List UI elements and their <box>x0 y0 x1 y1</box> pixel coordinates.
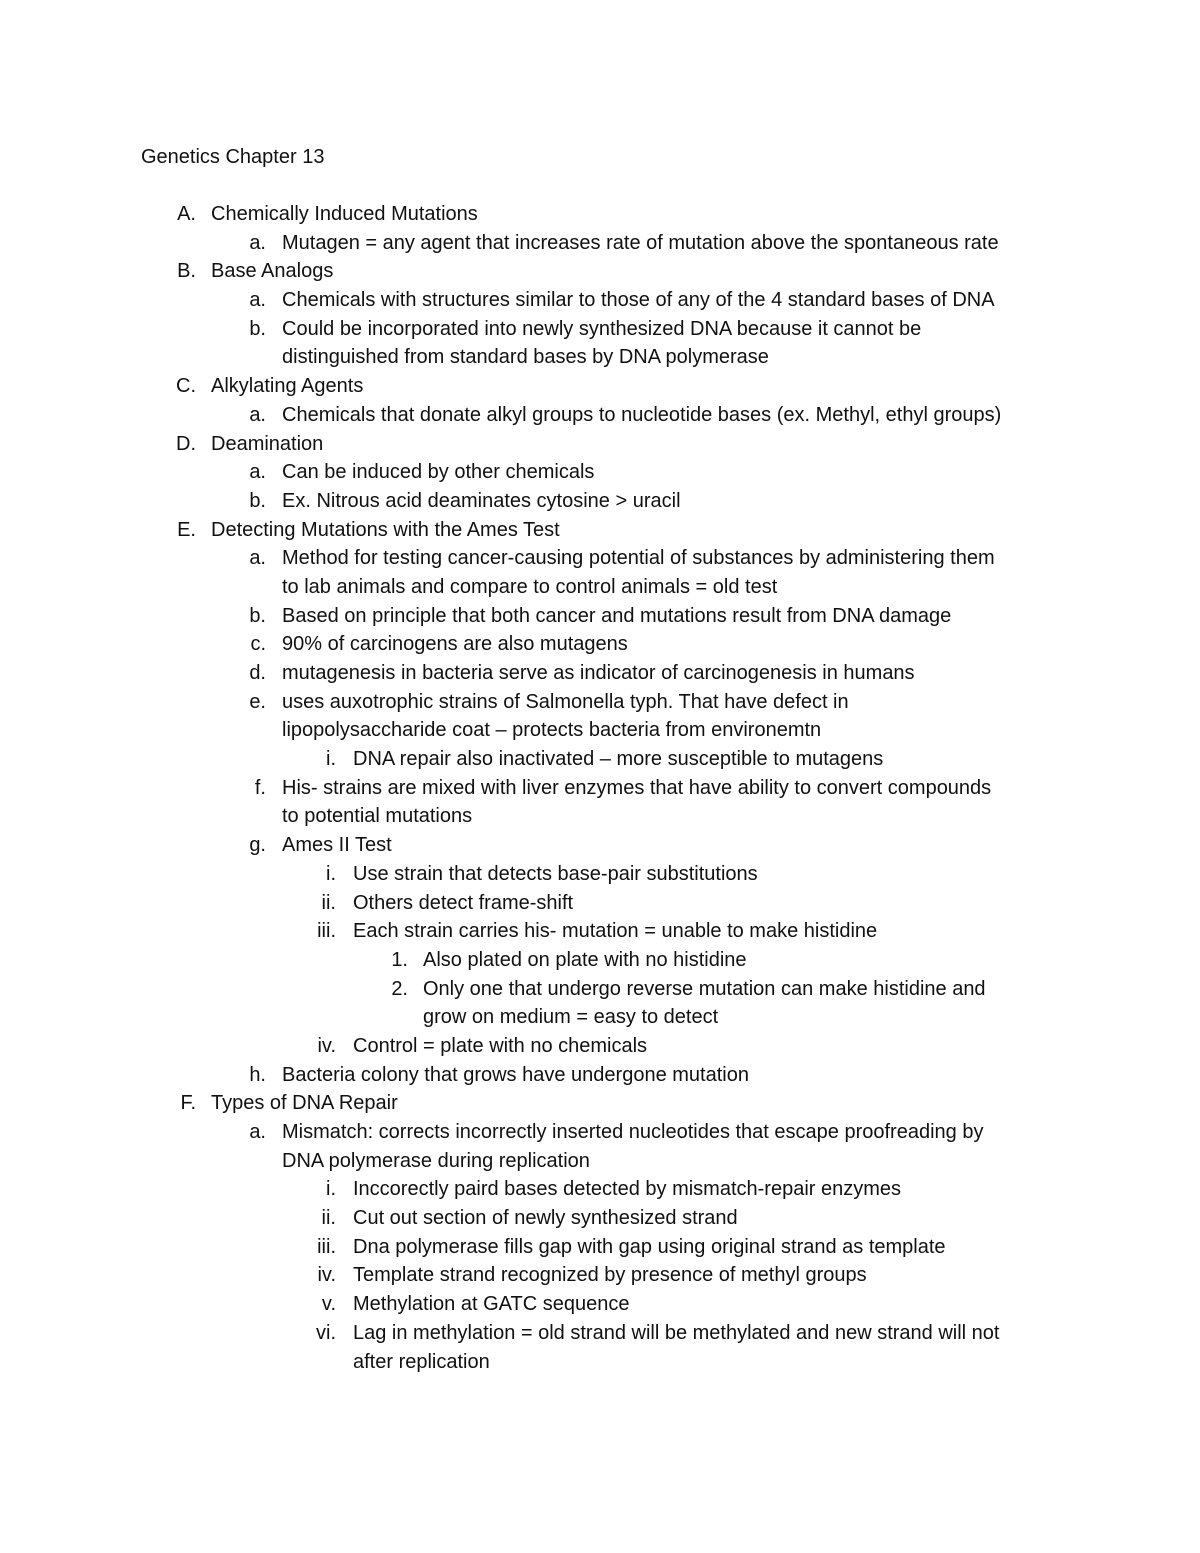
outline-line-level-3 <box>0 860 1200 889</box>
document-title: Genetics Chapter 13 <box>141 146 325 168</box>
list-marker: 2. <box>391 977 408 1000</box>
outline-line-level-3 <box>0 889 1200 918</box>
outline-line-level-2 <box>0 458 1200 487</box>
list-item-text: after replication <box>353 1350 490 1373</box>
list-item-text: Dna polymerase fills gap with gap using original strand as template <box>353 1235 946 1258</box>
outline-line-level-3 <box>0 745 1200 774</box>
list-marker: iii. <box>317 920 336 943</box>
list-item-text: to potential mutations <box>282 805 473 828</box>
list-item-text: Mutagen = any agent that increases rate of mutation above the spontaneous rate <box>282 231 999 254</box>
outline-line-level-2 <box>0 774 1200 803</box>
list-item-text: Lag in methylation = old strand will be methylated and new strand will not <box>353 1321 1000 1344</box>
outline-line-level-3 <box>0 1261 1200 1290</box>
list-item-text: Based on principle that both cancer and mutations result from DNA damage <box>282 604 952 627</box>
outline-line-level-3 <box>0 1319 1200 1348</box>
list-marker: i. <box>326 862 336 885</box>
list-item-text: Only one that undergo reverse mutation can make histidine and <box>423 977 986 1000</box>
list-item-text: Detecting Mutations with the Ames Test <box>211 518 560 541</box>
outline-line-level-1 <box>0 430 1200 459</box>
list-marker: D. <box>176 432 196 455</box>
list-item-text: lipopolysaccharide coat – protects bacteria from environemtn <box>282 719 822 742</box>
list-item-text: Types of DNA Repair <box>211 1092 398 1115</box>
outline-line-level-2 <box>0 1061 1200 1090</box>
outline-line-level-2 <box>0 544 1200 573</box>
outline-line-level-2 <box>0 659 1200 688</box>
list-item-text: Use strain that detects base-pair substitutions <box>353 862 758 885</box>
list-item-text: Cut out section of newly synthesized strand <box>353 1207 738 1230</box>
list-item-text: Each strain carries his- mutation = unable to make histidine <box>353 920 878 943</box>
list-item-text: grow on medium = easy to detect <box>423 1006 719 1029</box>
list-marker: vi. <box>316 1321 336 1344</box>
list-item-text: Chemically Induced Mutations <box>211 203 478 225</box>
list-item-text: to lab animals and compare to control animals = old test <box>282 575 778 598</box>
list-marker: C. <box>176 375 196 398</box>
outline-line-level-2 <box>0 831 1200 860</box>
list-marker: a. <box>249 547 266 570</box>
list-item-text: Also plated on plate with no histidine <box>423 948 747 971</box>
list-marker: a. <box>249 289 266 312</box>
list-marker: b. <box>249 489 266 512</box>
list-item-text: Method for testing cancer-causing potential of substances by administering them <box>282 547 995 570</box>
outline-line-level-2 <box>0 630 1200 659</box>
list-marker: i. <box>326 1178 336 1201</box>
list-item-text: mutagenesis in bacteria serve as indicator of carcinogenesis in humans <box>282 662 915 684</box>
list-marker: iii. <box>317 1235 336 1258</box>
list-item-text: 90% of carcinogens are also mutagens <box>282 633 628 656</box>
list-item-text: Inccorectly paird bases detected by mismatch-repair enzymes <box>353 1178 902 1201</box>
list-marker: a. <box>249 1121 266 1143</box>
list-marker: e. <box>249 690 266 713</box>
outline-line-level-2 <box>0 716 1200 745</box>
outline-line-level-3 <box>0 1175 1200 1204</box>
list-item-text: uses auxotrophic strains of Salmonella typh. That have defect in <box>282 690 849 713</box>
list-marker: c. <box>250 633 266 656</box>
outline-line-level-2 <box>0 286 1200 315</box>
outline-list <box>0 200 1200 1376</box>
list-item-text: Template strand recognized by presence of methyl groups <box>353 1264 867 1287</box>
outline-line-level-4 <box>0 1003 1200 1032</box>
outline-line-level-2 <box>0 1118 1200 1147</box>
outline-line-level-2 <box>0 573 1200 602</box>
outline-line-level-4 <box>0 946 1200 975</box>
outline-line-level-2 <box>0 802 1200 831</box>
outline-line-level-3 <box>0 1233 1200 1262</box>
list-item-text: Others detect frame-shift <box>353 891 574 914</box>
outline-line-level-2 <box>0 602 1200 631</box>
list-marker: v. <box>321 1293 336 1316</box>
list-item-text: Chemicals with structures similar to those of any of the 4 standard bases of DNA <box>282 289 995 312</box>
list-marker: i. <box>326 748 336 771</box>
outline-line-level-1 <box>0 257 1200 286</box>
outline-line-level-2 <box>0 487 1200 516</box>
list-item-text: DNA repair also inactivated – more susceptible to mutagens <box>353 748 884 771</box>
list-item-text: distinguished from standard bases by DNA polymerase <box>282 346 769 369</box>
outline-line-level-1 <box>0 200 1200 229</box>
list-marker: a. <box>249 403 266 426</box>
list-marker: g. <box>249 834 266 857</box>
list-item-text: Bacteria colony that grows have undergone mutation <box>282 1063 749 1086</box>
list-item-text: Base Analogs <box>211 260 334 283</box>
list-marker: iv. <box>317 1264 336 1287</box>
outline-line-level-2 <box>0 1147 1200 1176</box>
outline-line-level-3 <box>0 1348 1200 1377</box>
list-item-text: Chemicals that donate alkyl groups to nucleotide bases (ex. Methyl, ethyl groups) <box>282 403 1002 426</box>
outline-line-level-2 <box>0 343 1200 372</box>
outline-line-level-1 <box>0 372 1200 401</box>
list-item-text: Ames II Test <box>282 834 392 857</box>
list-marker: ii. <box>321 891 336 914</box>
list-marker: 1. <box>391 948 408 971</box>
outline-line-level-3 <box>0 917 1200 946</box>
list-marker: a. <box>249 231 266 254</box>
outline-line-level-3 <box>0 1290 1200 1319</box>
list-item-text: Could be incorporated into newly synthesized DNA because it cannot be <box>282 317 922 340</box>
list-item-text: DNA polymerase during replication <box>282 1149 590 1172</box>
outline-line-level-3 <box>0 1032 1200 1061</box>
list-marker: ii. <box>321 1207 336 1230</box>
list-item-text: Mismatch: corrects incorrectly inserted nucleotides that escape proofreading by <box>282 1121 984 1143</box>
outline-line-level-2 <box>0 688 1200 717</box>
list-item-text: Can be induced by other chemicals <box>282 461 595 484</box>
outline-line-level-3 <box>0 1204 1200 1233</box>
list-marker: b. <box>249 317 266 340</box>
list-marker: b. <box>249 604 266 627</box>
list-marker: f. <box>254 776 266 799</box>
outline-line-level-1 <box>0 1089 1200 1118</box>
list-item-text: Deamination <box>211 432 324 455</box>
list-marker: B. <box>177 260 196 283</box>
outline-line-level-2 <box>0 315 1200 344</box>
outline-line-level-4 <box>0 975 1200 1004</box>
list-marker: A. <box>177 203 196 225</box>
list-item-text: Ex. Nitrous acid deaminates cytosine > uracil <box>282 489 681 512</box>
list-marker: a. <box>249 461 266 484</box>
outline-line-level-1 <box>0 516 1200 545</box>
list-marker: E. <box>177 518 196 541</box>
list-marker: d. <box>249 662 266 684</box>
list-item-text: Control = plate with no chemicals <box>353 1034 648 1057</box>
list-item-text: Methylation at GATC sequence <box>353 1293 630 1316</box>
list-marker: h. <box>249 1063 266 1086</box>
outline-line-level-2 <box>0 229 1200 258</box>
list-item-text: His- strains are mixed with liver enzymes that have ability to convert compounds <box>282 776 992 799</box>
list-marker: iv. <box>317 1034 336 1057</box>
list-item-text: Alkylating Agents <box>211 375 364 398</box>
list-marker: F. <box>180 1092 196 1115</box>
outline-line-level-2 <box>0 401 1200 430</box>
